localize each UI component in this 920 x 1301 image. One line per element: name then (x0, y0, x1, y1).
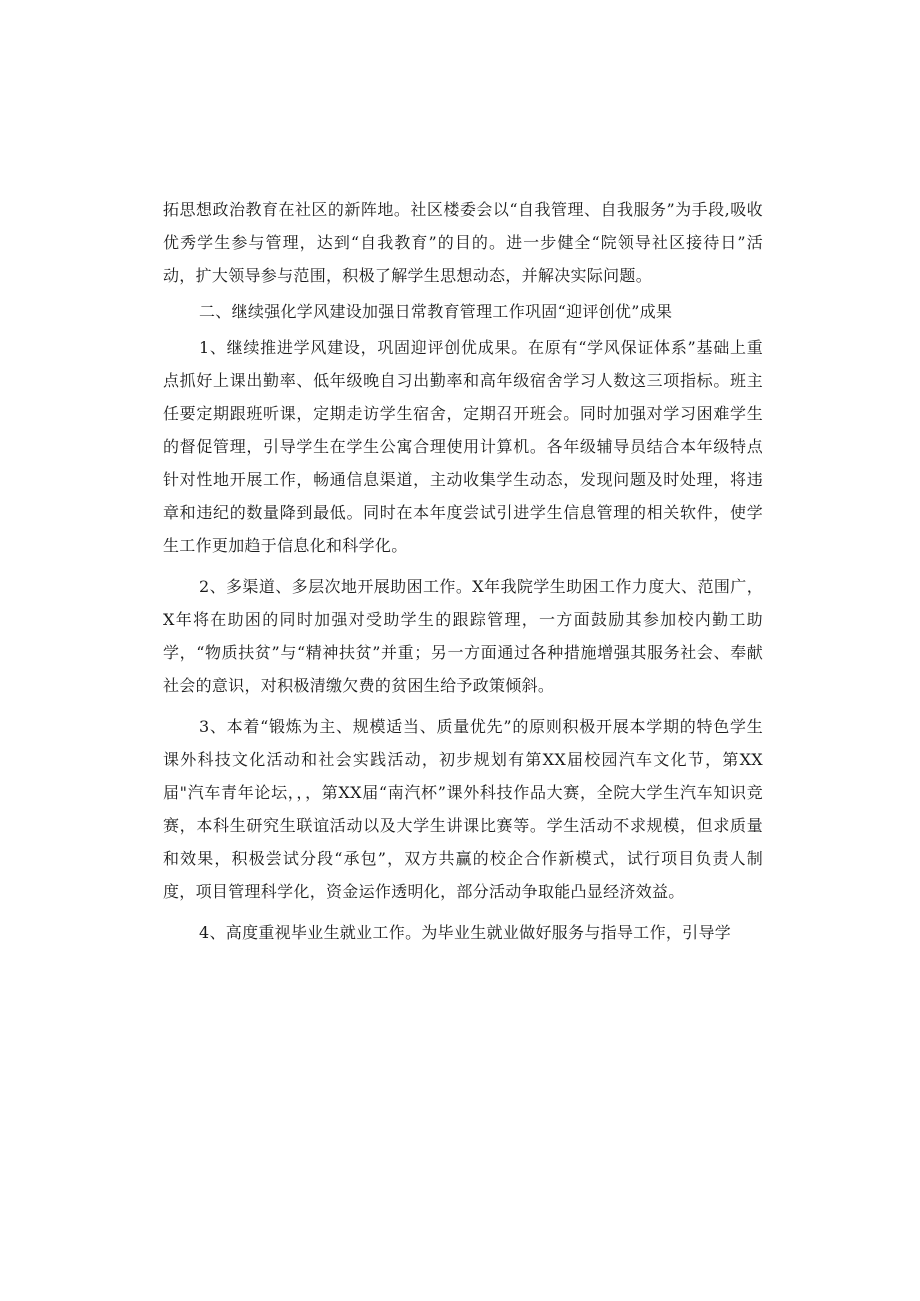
document-body (163, 193, 763, 949)
paragraph-community-work: 拓思想政治教育在社区的新阵地。社区楼委会以“自我管理、自我服务”为手段,吸收优秀学生参与管理，达到“自我教育”的目的。进一步健全“院领导社区接待日”活动，扩大领导参与范围，积极了解学生思想动态，并解决实际问题。 (163, 200, 763, 285)
paragraph-item-2: 2、多渠道、多层次地开展助困工作。X年我院学生助困工作力度大、范围广，X年将在助困的同时加强对受助学生的跟踪管理，一方面鼓励其参加校内勤工助学，“物质扶贫”与“精神扶贫”并重；另一方面通过各种措施增强其服务社会、奉献社会的意识，对积极清缴欠费的贫困生给予政策倾斜。 (163, 577, 763, 695)
paragraph-item-3: 3、本着“锻炼为主、规模适当、质量优先”的原则积极开展本学期的特色学生课外科技文化活动和社会实践活动，初步规划有第XX届校园汽车文化节，第XX届"汽车青年论坛，，，第XX届“南汽杯”课外科技作品大赛，全院大学生汽车知识竞赛，本科生研究生联谊活动以及大学生讲课比赛等。学生活动不求规模，但求质量和效果，积极尝试分段“承包”，双方共赢的校企合作新模式，试行项目负责人制度，项目管理科学化，资金运作透明化，部分活动争取能凸显经济效益。 (163, 717, 763, 901)
paragraph-item-1: 1、继续推进学风建设，巩固迎评创优成果。在原有“学风保证体系”基础上重点抓好上课出勤率、低年级晚自习出勤率和高年级宿舍学习人数这三项指标。班主任要定期跟班听课，定期走访学生宿舍，定期召开班会。同时加强对学习困难学生的督促管理，引导学生在学生公寓合理使用计算机。各年级辅导员结合本年级特点针对性地开展工作，畅通信息渠道，主动收集学生动态，发现问题及时处理，将违章和违纪的数量降到最低。同时在本年度尝试引进学生信息管理的相关软件，使学生工作更加趋于信息化和科学化。 (163, 338, 763, 555)
section-heading: 二、继续强化学风建设加强日常教育管理工作巩固“迎评创优”成果 (199, 302, 673, 321)
paragraph-item-4: 4、高度重视毕业生就业工作。为毕业生就业做好服务与指导工作，引导学 (199, 923, 732, 942)
